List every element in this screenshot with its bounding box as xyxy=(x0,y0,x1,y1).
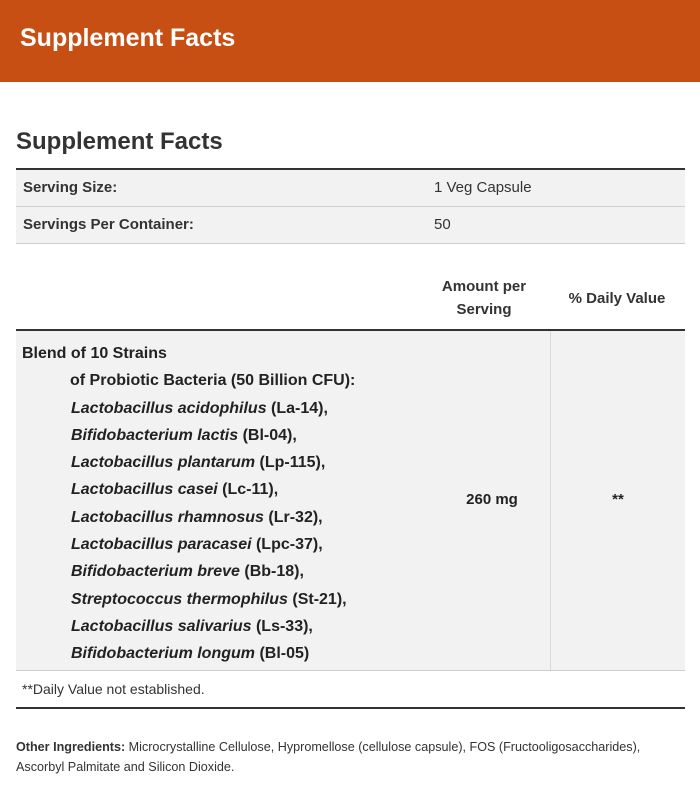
strain-item xyxy=(22,395,355,422)
strain-list xyxy=(22,395,355,668)
strain-code: (Lr-32), xyxy=(263,508,323,526)
strain-species: Bifidobacterium lactis xyxy=(71,426,239,444)
facts-title: Supplement Facts xyxy=(16,128,223,155)
strain-item xyxy=(22,558,355,585)
strain-species: Lactobacillus salivarius xyxy=(71,617,252,635)
blend-description xyxy=(22,340,355,668)
daily-value-header: % Daily Value xyxy=(568,290,666,307)
strain-item xyxy=(22,476,355,503)
other-ingredients-text: Microcrystalline Cellulose, Hypromellose (cellulose capsule), FOS (Fructooligosaccharides), Ascorbyl Palmitate and Silicon Dioxide. xyxy=(16,740,641,774)
header-title: Supplement Facts xyxy=(20,24,236,52)
strain-species: Lactobacillus rhamnosus xyxy=(71,508,264,526)
strain-species: Bifidobacterium breve xyxy=(71,563,240,581)
amount-header-line2: Serving xyxy=(456,301,512,318)
serving-size-label: Serving Size: xyxy=(23,179,118,196)
strain-species: Bifidobacterium longum xyxy=(71,645,255,663)
strain-species: Lactobacillus casei xyxy=(71,481,218,499)
blend-subtitle: of Probiotic Bacteria (50 Billion CFU): xyxy=(70,372,356,390)
blend-row xyxy=(16,331,685,670)
strain-item xyxy=(22,531,355,558)
serving-size-value: 1 Veg Capsule xyxy=(434,179,532,196)
strain-code: (Lpc-37), xyxy=(251,536,323,554)
strain-item xyxy=(22,449,355,476)
strain-code: (St-21), xyxy=(287,590,347,608)
servings-per-container-label: Servings Per Container: xyxy=(23,216,194,233)
strain-code: (Bl-05) xyxy=(255,645,310,663)
blend-amount: 260 mg xyxy=(466,491,518,508)
row-divider xyxy=(16,243,685,244)
blend-daily-value: ** xyxy=(612,491,624,508)
header-bar xyxy=(0,0,700,82)
bottom-rule xyxy=(16,707,685,709)
strain-item xyxy=(22,640,355,667)
strain-item xyxy=(22,586,355,613)
strain-species: Lactobacillus acidophilus xyxy=(71,399,267,417)
row-divider xyxy=(16,670,685,671)
other-ingredients-label: Other Ingredients: xyxy=(16,740,126,754)
strain-item xyxy=(22,613,355,640)
serving-size-row xyxy=(16,170,685,206)
blend-title: Blend of 10 Strains xyxy=(22,345,167,362)
strain-species: Streptococcus thermophilus xyxy=(71,590,288,608)
strain-species: Lactobacillus paracasei xyxy=(71,536,252,554)
strain-code: (Lp-115), xyxy=(255,454,326,472)
strain-species: Lactobacillus plantarum xyxy=(71,454,256,472)
servings-per-container-value: 50 xyxy=(434,216,451,233)
strain-code: (Ls-33), xyxy=(251,617,313,635)
strain-code: (Lc-11), xyxy=(217,481,279,499)
strain-code: (Bl-04), xyxy=(238,426,297,444)
strain-code: (La-14), xyxy=(266,399,328,417)
strain-item xyxy=(22,504,355,531)
amount-header-line1: Amount per xyxy=(441,278,527,295)
amount-per-serving-header xyxy=(434,275,534,321)
daily-value-footnote: **Daily Value not established. xyxy=(22,681,205,697)
servings-per-container-row xyxy=(16,207,685,243)
strain-item xyxy=(22,422,355,449)
other-ingredients xyxy=(16,737,684,777)
strain-code: (Bb-18), xyxy=(239,563,304,581)
